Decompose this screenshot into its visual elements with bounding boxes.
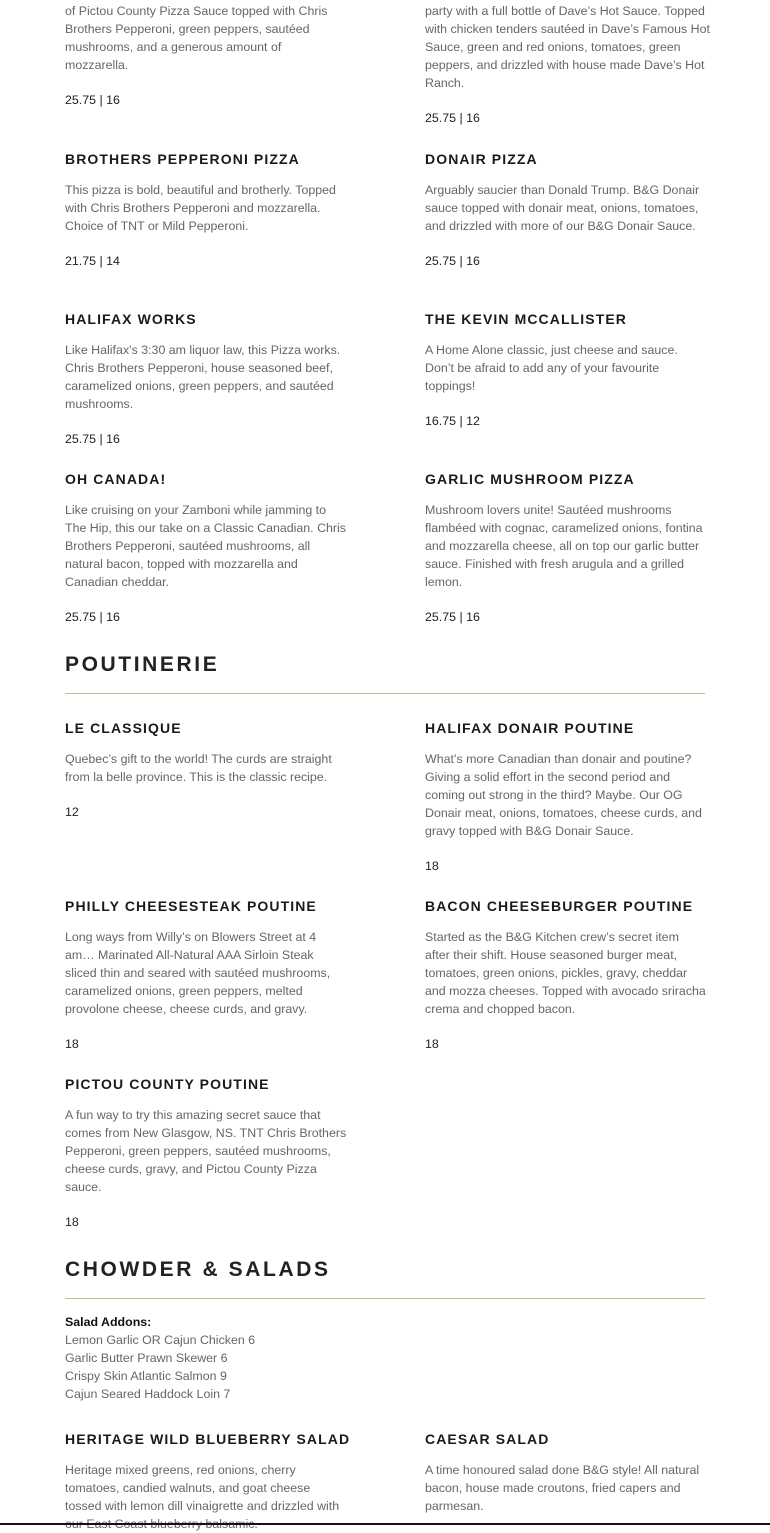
item-description: A time honoured salad done B&G style! All natural bacon, house made croutons, fried capers and parmesan.: [425, 1463, 700, 1513]
menu-item: [65, 1075, 347, 1231]
item-title: HALIFAX WORKS: [65, 311, 197, 327]
item-description: Mushroom lovers unite! Sautéed mushrooms flambéed with cognac, caramelized onions, fontina and mozzarella cheese, all on top our garlic butter sauce. Finished with fresh arugula and a grilled lemon.: [425, 503, 703, 589]
addon-item: Crispy Skin Atlantic Salmon 9: [65, 1369, 227, 1383]
menu-item: [65, 1430, 351, 1533]
item-title: OH CANADA!: [65, 471, 167, 487]
addon-item: Cajun Seared Haddock Loin 7: [65, 1387, 231, 1401]
item-description: Quebec’s gift to the world! The curds are straight from la belle province. This is the classic recipe.: [65, 752, 332, 784]
menu-item: [65, 150, 347, 270]
salad-addons-label: Salad Addons:: [65, 1315, 152, 1329]
item-title: BROTHERS PEPPERONI PIZZA: [65, 151, 300, 167]
menu-item: [425, 310, 707, 430]
section-title-poutinerie: POUTINERIE: [65, 653, 220, 676]
addon-item: Garlic Butter Prawn Skewer 6: [65, 1351, 228, 1365]
item-description: Arguably saucier than Donald Trump. B&G Donair sauce topped with donair meat, onions, tomatoes, and drizzled with more of our B&G Donair Sauce.: [425, 183, 700, 233]
item-price: 18: [425, 859, 439, 873]
item-price: 25.75 | 16: [65, 610, 120, 624]
item-description: This pizza is bold, beautiful and brotherly. Topped with Chris Brothers Pepperoni and mozzarella. Choice of TNT or Mild Pepperoni.: [65, 183, 336, 233]
menu-item: [425, 1430, 707, 1515]
item-description: Like Halifax’s 3:30 am liquor law, this Pizza works. Chris Brothers Pepperoni, house seasoned beef, caramelized onions, green peppers, and sautéed mushrooms.: [65, 343, 341, 411]
fragment-left-desc: of Pictou County Pizza Sauce topped with Chris Brothers Pepperoni, green peppers, sautéed mushrooms, and a generous amount of mozzarella.: [65, 4, 328, 72]
item-description: Started as the B&G Kitchen crew’s secret item after their shift. House seasoned burger meat, tomatoes, green onions, pickles, gravy, cheddar and mozza cheeses. Topped with avocado sriracha crema and chopped bacon.: [425, 930, 706, 1016]
menu-item: [65, 897, 347, 1053]
item-description: What’s more Canadian than donair and poutine? Giving a solid effort in the second period and coming out strong in the third? Maybe. Our OG Donair meat, onions, tomatoes, cheese curds, and gravy topped with B&G Donair Sauce.: [425, 752, 702, 838]
item-title: BACON CHEESEBURGER POUTINE: [425, 898, 694, 914]
item-title: HALIFAX DONAIR POUTINE: [425, 720, 635, 736]
item-price: 16.75 | 12: [425, 414, 480, 428]
fragment-right-desc: party with a full bottle of Dave’s Hot Sauce. Topped with chicken tenders sautéed in Dave’s Famous Hot Sauce, green and red onions, tomatoes, green peppers, and drizzled with house made Dave’s Hot Ranch.: [425, 4, 710, 90]
item-price: 25.75 | 16: [65, 432, 120, 446]
menu-item: [65, 719, 347, 821]
item-price: 18: [425, 1037, 439, 1051]
fragment-right-price: 25.75 | 16: [425, 111, 480, 125]
fragment-left-price: 25.75 | 16: [65, 93, 120, 107]
item-title: PICTOU COUNTY POUTINE: [65, 1076, 270, 1092]
item-title: CAESAR SALAD: [425, 1431, 550, 1447]
menu-item: [65, 310, 347, 448]
menu-item: [65, 470, 347, 626]
item-price: 25.75 | 16: [425, 254, 480, 268]
item-title: GARLIC MUSHROOM PIZZA: [425, 471, 635, 487]
item-title: DONAIR PIZZA: [425, 151, 538, 167]
section-divider: [65, 1298, 705, 1299]
item-price: 21.75 | 14: [65, 254, 120, 268]
section-title-chowder-salads: CHOWDER & SALADS: [65, 1258, 331, 1281]
item-title: PHILLY CHEESESTEAK POUTINE: [65, 898, 317, 914]
item-description: Like cruising on your Zamboni while jamming to The Hip, this our take on a Classic Canadian. Chris Brothers Pepperoni, sautéed mushrooms, all natural bacon, topped with mozzarella and Canadian cheddar.: [65, 503, 346, 589]
item-title: HERITAGE WILD BLUEBERRY SALAD: [65, 1431, 351, 1447]
menu-item: [425, 470, 707, 626]
item-description: Long ways from Willy’s on Blowers Street at 4 am… Marinated All-Natural AAA Sirloin Steak sliced thin and seared with sautéed mushrooms, caramelized onions, green peppers, melted provolone cheese, cheese curds, and gravy.: [65, 930, 331, 1016]
item-description: A fun way to try this amazing secret sauce that comes from New Glasgow, NS. TNT Chris Brothers Pepperoni, green peppers, sautéed mushrooms, cheese curds, gravy, and Pictou County Pizza sauce.: [65, 1108, 347, 1194]
menu-item: [425, 150, 707, 270]
menu-item: [425, 897, 707, 1053]
item-title: THE KEVIN MCCALLISTER: [425, 311, 627, 327]
item-price: 18: [65, 1215, 79, 1229]
salad-addons: [65, 1313, 255, 1403]
item-title: LE CLASSIQUE: [65, 720, 182, 736]
menu-item: [425, 719, 707, 875]
item-price: 18: [65, 1037, 79, 1051]
addon-item: Lemon Garlic OR Cajun Chicken 6: [65, 1333, 256, 1347]
item-price: 25.75 | 16: [425, 610, 480, 624]
item-description: Heritage mixed greens, red onions, cherry tomatoes, candied walnuts, and goat cheese tossed with lemon dill vinaigrette and drizzled with: [65, 1463, 340, 1513]
item-description: A Home Alone classic, just cheese and sauce. Don’t be afraid to add any of your favourite toppings!: [425, 343, 678, 393]
item-price: 12: [65, 805, 79, 819]
section-divider: [65, 693, 705, 694]
